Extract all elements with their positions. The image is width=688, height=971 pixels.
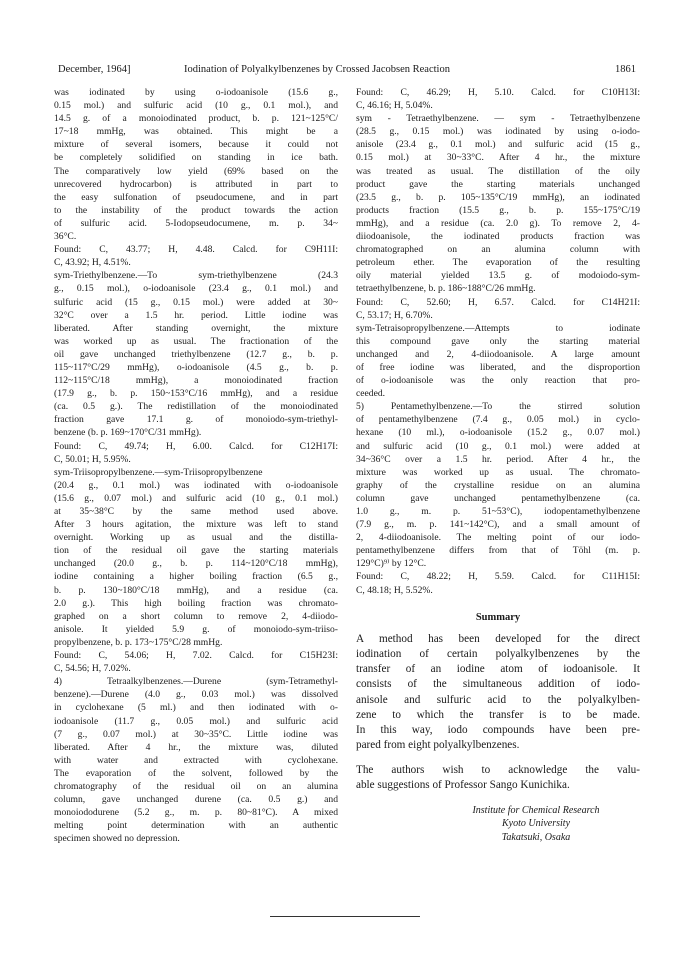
text-line: 17~18 mmHg, was obtained. This might be a (54, 126, 338, 138)
text-line: C, 43.92; H, 4.51%. (54, 257, 131, 269)
text-line: Found: C, 52.60; H, 6.57. Calcd. for C14H21I: (356, 296, 640, 308)
text-line: melting point determination with an authentic (54, 820, 338, 832)
right-column (356, 86, 640, 844)
text-line: at 35~38°C by the same method used above. (54, 506, 338, 517)
text-line: The comparatively low yield (69% based on the (54, 165, 338, 177)
text-line: (28.5 g., 0.15 mol.) was iodinated by using o-iodo- (356, 126, 640, 138)
text-line: 129°C)⁹⁾ by 12°C. (356, 558, 427, 570)
summary-heading: Summary (475, 611, 521, 623)
text-line: oil gave unchanged triethylbenzene (12.7 g., b. p. (54, 348, 338, 360)
text-line: oily material yielded 13.5 g. of modoiodo-sym- (356, 270, 640, 282)
acknowledgment-line: The authors wish to acknowledge the valu- (356, 764, 640, 777)
text-line: anisole (23.4 g., 0.1 mol.) and sulfuric acid (15 g., (356, 139, 640, 151)
text-line: of sulfuric acid. 5-Iodopseudocumene, m. p. 34~ (54, 217, 338, 229)
text-line: fraction gave 17.1 g. of monoiodo-sym-triethyl- (54, 414, 338, 426)
summary-line: In this way, iodo compounds have been pre- (356, 723, 640, 736)
text-line: (20.4 g., 0.1 mol.) was iodinated with o-iodoanisole (54, 479, 338, 491)
summary-line: zene to which the transfer is to be made. (356, 708, 640, 721)
text-line: this compound gave only the starting material (356, 335, 640, 347)
text-line: tion of the residual oil gave the starting materials (54, 545, 338, 557)
text-line: C, 54.56; H, 7.02%. (54, 663, 131, 675)
text-line: in cyclohexane (5 ml.) and then iodinated with o- (54, 702, 338, 714)
text-line: 5) Pentamethylbenzene.—To the stirred solution (356, 401, 640, 413)
text-line: 2.0 g.). This high boiling fraction was chromato- (54, 597, 338, 609)
acknowledgment-line: able suggestions of Professor Sango Kunichika. (356, 779, 570, 792)
affiliation-institute: Institute for Chemical Research (472, 804, 600, 816)
text-line: column gave unchanged pentamethylbenzene (ca. (356, 492, 640, 504)
text-line: petroleum ether. The evaporation of the resulting (356, 257, 640, 269)
left-column (54, 86, 338, 845)
text-line: mixture of several isomers, because it could not (54, 139, 338, 151)
text-line: iodoanisole (11.7 g., 0.05 mol.) and sulfuric acid (54, 715, 338, 727)
text-line: sym - Tetraethylbenzene. — sym - Tetraethylbenzene (356, 113, 640, 125)
text-line: 1.0 g., m. p. 51~53°C), iodopentamethylbenzene (356, 506, 640, 517)
acknowledgment-paragraph (356, 763, 640, 793)
text-line: of o-iodoanisole was the only reaction that pro- (356, 375, 640, 387)
text-line: 2, 4-diiodoanisole. The melting point of our iodo- (356, 532, 640, 544)
text-line: unrecovered hydrocarbon) is attributed in part to (54, 178, 338, 190)
text-line: liberated. After 4 hr., the mixture was, diluted (54, 741, 338, 753)
text-line: of free iodine was liberated, and the disproportion (356, 361, 640, 373)
text-line: sym-Tetraisopropylbenzene.—Attempts to iodinate (356, 322, 640, 334)
text-line: 0.15 mol.) and sulfuric acid (10 g., 0.1 mol.), and (54, 100, 338, 112)
text-line: propylbenzene, b. p. 173~175°C/28 mmHg. (54, 636, 223, 648)
text-line: was iodinated by using o-iodoanisole (15.6 g., (54, 87, 338, 98)
text-line: unchanged (20.0 g., b. p. 114~120°C/18 mmHg), (54, 558, 338, 570)
text-line: monoiododurene (5.2 g., m. p. 80~81°C). A mixed (54, 807, 338, 819)
text-line: sulfuric acid (15 g., 0.15 mol.) were added at 30~ (54, 296, 338, 308)
text-line: C, 50.01; H, 5.95%. (54, 453, 131, 465)
text-line: diiodoanisole, the iodinated products fraction was (356, 231, 640, 243)
right-column-body (356, 86, 640, 597)
text-line: After 3 hours agitation, the mixture was left to stand (54, 519, 338, 531)
summary-line: A method has been developed for the direct (356, 632, 640, 645)
text-line: benzene).—Durene (4.0 g., 0.03 mol.) was dissolved (54, 689, 338, 701)
text-line: specimen showed no depression. (54, 833, 180, 845)
text-line: mmHg), and a residue (ca. 2.0 g). To remove 2, 4- (356, 217, 640, 229)
header-title: Iodination of Polyalkylbenzenes by Crossed Jacobsen Reaction (184, 64, 450, 75)
text-line: b. p. 130~180°C/18 mmHg), and a residue (ca. (54, 584, 338, 596)
affiliation-block (356, 804, 640, 845)
text-line: column, gave unchanged durene (ca. 0.5 g.) and (54, 794, 338, 806)
text-line: with water and extracted with cyclohexane. (54, 754, 338, 766)
summary-line: transfer of an iodine atom of iodoanisole. It (356, 663, 640, 676)
text-line: graphed on a short column to remove 2, 4-diiodo- (54, 610, 338, 622)
summary-line: iodination of certain polyalkylbenzenes by the (356, 647, 640, 660)
summary-line: consists of the simultaneous addition of iodo- (356, 678, 640, 691)
text-line: (7.9 g., m. p. 141~142°C), and a small amount of (356, 519, 640, 531)
text-line: 32°C over a 1.5 hr. period. Little iodine was (54, 309, 338, 321)
text-line: hexane (10 ml.), o-iodoanisole (15.2 g., 0.07 mol.) (356, 427, 640, 439)
text-line: sym-Triethylbenzene.—To sym-triethylbenzene (24.3 (54, 270, 338, 282)
affiliation-university: Kyoto University (501, 818, 571, 830)
text-line: 115~117°C/29 mmHg), o-iodoanisole (4.5 g., b. p. (54, 361, 338, 373)
text-line: C, 46.16; H, 5.04%. (356, 100, 433, 112)
text-line: 34~36°C over a 1.5 hr. period. After 4 hr., the (356, 453, 640, 465)
text-line: 0.15 mol.) at 30~33°C. After 4 hr., the mixture (356, 152, 640, 164)
text-line: sym-Triisopropylbenzene.—sym-Triisopropylbenzene (54, 466, 263, 478)
text-line: was worked up as usual. The fractionation of the (54, 335, 338, 347)
text-line: to the instability of the product towards the action (54, 204, 338, 216)
text-line: of pentamethylbenzene (7.4 g., 0.05 mol.) in cyclo- (356, 414, 640, 426)
text-line: be completely solidified on standing in ice bath. (54, 152, 338, 164)
text-line: 112~115°C/18 mmHg), a monoiodinated fraction (54, 375, 338, 387)
text-line: (7 g., 0.07 mol.) at 30~35°C. Little iodine was (54, 728, 338, 740)
text-line: liberated. After standing overnight, the mixture (54, 322, 338, 334)
text-line: mixture was worked up as usual. The chromato- (356, 466, 640, 478)
text-line: C, 53.17; H, 6.70%. (356, 309, 433, 321)
text-line: (15.6 g., 0.07 mol.) and sulfuric acid (10 g., 0.1 mol.) (54, 492, 338, 504)
text-line: products fraction (15.5 g., b. p. 155~175°C/19 (356, 204, 640, 216)
text-line: iodine containing a higher boiling fraction (6.5 g., (54, 571, 338, 583)
text-line: 14.5 g. of a monoiodinated product, b. p. 121~125°C/ (54, 113, 338, 125)
summary-line: pared from eight polyalkylbenzenes. (356, 739, 520, 752)
text-line: Found: C, 48.22; H, 5.59. Calcd. for C11H15I: (356, 571, 640, 583)
text-line: pentamethylbenzene differs from that of Töhl (m. p. (356, 545, 640, 557)
text-line: chromatographed on an alumina column with (356, 244, 640, 256)
affiliation-location: Takatsuki, Osaka (501, 831, 571, 843)
text-line: tetraethylbenzene, b. p. 186~188°C/26 mmHg. (356, 283, 536, 295)
text-line: (23.5 g., b. p. 105~135°C/19 mmHg), an iodinated (356, 191, 640, 203)
header-date: December, 1964] (58, 64, 131, 75)
text-line: graphy of the crystalline residue on an alumina (356, 479, 640, 491)
text-line: Found: C, 49.74; H, 6.00. Calcd. for C12H17I: (54, 440, 338, 452)
text-line: (17.9 g., b. p. 150~153°C/16 mmHg), and a residue (54, 388, 338, 400)
text-line: benzene (b. p. 169~170°C/31 mmHg). (54, 427, 202, 439)
summary-line: anisole and sulfuric acid to the polyalkylben- (356, 693, 640, 706)
text-line: unchanged and 2, 4-diiodoanisole. A large amount (356, 348, 640, 360)
text-line: anisole. It yielded 5.9 g. of monoiodo-sym-triiso- (54, 623, 338, 635)
text-line: ceeded. (356, 388, 386, 400)
text-line: overnight. Working up as usual and the distilla- (54, 532, 338, 544)
running-header (58, 64, 636, 78)
summary-paragraph (356, 632, 640, 754)
text-line: Found: C, 46.29; H, 5.10. Calcd. for C10H13I: (356, 87, 640, 98)
text-line: product gave the starting materials unchanged (356, 178, 640, 190)
text-line: Found: C, 43.77; H, 4.48. Calcd. for C9H11I: (54, 244, 338, 256)
text-line: and sulfuric acid (10 g., 0.1 mol.) were added at (356, 440, 640, 452)
text-line: (ca. 0.5 g.). The redistillation of the monoiodinated (54, 401, 338, 413)
header-page-number: 1861 (615, 64, 636, 75)
text-line: 4) Tetraalkylbenzenes.—Durene (sym-Tetramethyl- (54, 676, 338, 688)
text-line: chromatography of the residual oil on an alumina (54, 780, 338, 792)
text-line: 36°C. (54, 231, 77, 243)
text-line: The evaporation of the solvent, followed by the (54, 767, 338, 779)
text-line: g., 0.15 mol.), o-iodoanisole (23.4 g., 0.1 mol.) and (54, 283, 338, 295)
text-line: C, 48.18; H, 5.52%. (356, 584, 433, 596)
text-line: Found: C, 54.06; H, 7.02. Calcd. for C15H23I: (54, 650, 338, 662)
text-line: was treated as usual. The distillation of the oily (356, 165, 640, 177)
end-rule (270, 916, 420, 917)
text-line: the easy sulfonation of pseudocumene, and in part (54, 191, 338, 203)
